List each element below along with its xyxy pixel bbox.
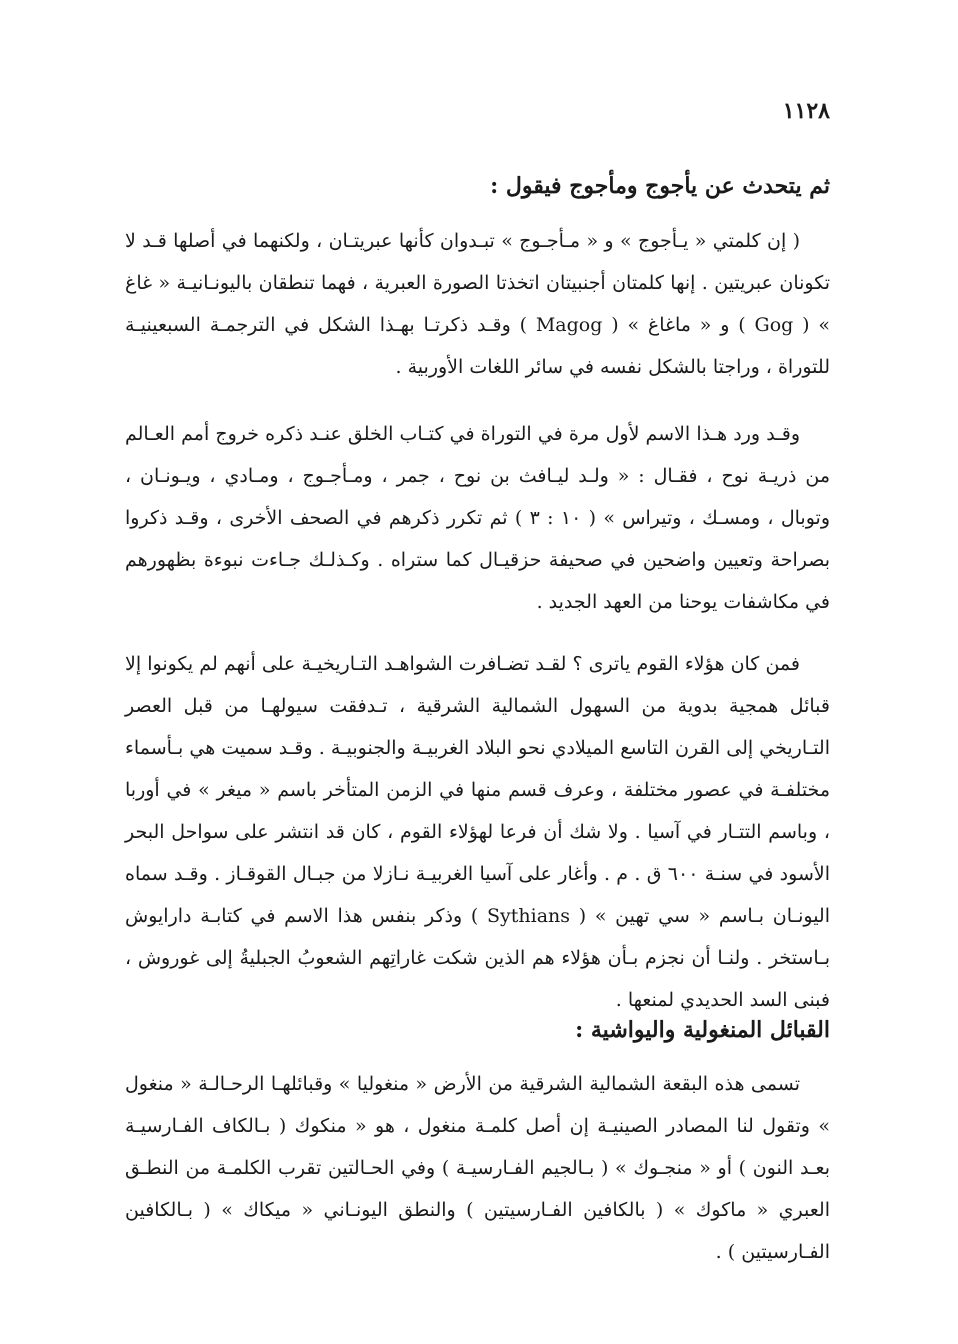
paragraph-mongolia: تسمى هذه البقعة الشمالية الشرقية من الأرض « منغوليا » وقبائلهـا الرحـالـة « منغول » وتقول لنا المصادر الصينيـة إن أصل كلمـة منغول ، هو « منكوك ( بـالكاف الفـارسيـة بعـد النون ) أو « منجـوك » ( بـالجيم الفـارسيـة ) وفي الحـالتين تقرب الكلمـة من النطـق العبري « ماكوك » ( بالكافين الفـارسيتين ) والنطق اليونـاني « ميكاك » ( بـالكافين الفـارسيتين ) . <box>125 1073 830 1263</box>
paragraph-historical-tribes: فمن كان هؤلاء القوم ياترى ؟ لقـد تضـافرت الشواهـد التـاريخيـة على أنهم لم يكونوا إلا قبائل همجية بدوية من السهول الشمالية الشرقية ، تـدفقت سيولهـا من قبل العصر التـاريخي إلى القرن التاسع الميلادي نحو البلاد الغربيـة والجنوبيـة . وقـد سميت هي بـأسماء مختلفـة في عصور مختلفة ، وعرف قسم منها في الزمن المتأخر باسم « ميغر » في أوربا ، وباسم التتـار في آسيا . ولا شك أن فرعا لهؤلاء القوم ، كان قد انتشر على سواحل البحر الأسود في سنـة ٦٠٠ ق . م . وأغار على آسيا الغربيـة نـازلا من جبـال القوقـاز . وقـد سماه اليونـان بـاسم « سي تهين » ( Sythians ) وذكر بنفس هذا الاسم في كتابـة دارايوش بـاستخر . ولنـا أن نجزم بـأن هؤلاء هم الذين شكت غاراتِهم الشعوبُ الجبليةُ إلى غوروش ، فبنى السد الحديدي لمنعها . <box>125 653 830 1011</box>
section-heading-gog-magog: ثم يتحدث عن يأجوج ومأجوج فيقول : <box>490 173 830 199</box>
paragraph-torah-mention: وقـد ورد هـذا الاسم لأول مرة في التوراة في كتـاب الخلق عنـد ذكره خروج أمم العـالم من ذريـة نوح ، فقـال : « ولـد ليـافث بن نوح ، جمر ، ومـأجـوج ، ومـادي ، ويـونـان ، وتوبال ، ومسـك ، وتيراس » ( ١٠ : ٣ ) ثم تكرر ذكرهم في الصحف الأخرى ، وقـد ذكروا بصراحة وتعيين واضحين في صحيفة حزقيـال كما ستراه . وكـذلـك جـاءت نبوءة بظهورهم في مكاشفات يوحنا من العهد الجديد . <box>125 423 830 613</box>
section-heading-mongol-tribes: القبائل المنغولية واليواشية : <box>575 1017 830 1043</box>
paragraph-quote-names: ( إن كلمتي « يـأجوج » و « مـأجـوج » تبـدوان كأنها عبريتـان ، ولكنهما في أصلها قـد لا تكونان عبريتين . إنها كلمتان أجنبيتان اتخذتا الصورة العبرية ، فهما تنطقان باليونـانيـة « غاغ » ( Gog ) و « ماغاغ » ( Magog ) وقـد ذكرتـا بهـذا الشكل في الترجمـة السبعينيـة للتوراة ، وراجتا بالشكل نفسه في سائر اللغات الأوربية . <box>125 230 831 378</box>
page-number: ١١٢٨ <box>782 98 830 124</box>
